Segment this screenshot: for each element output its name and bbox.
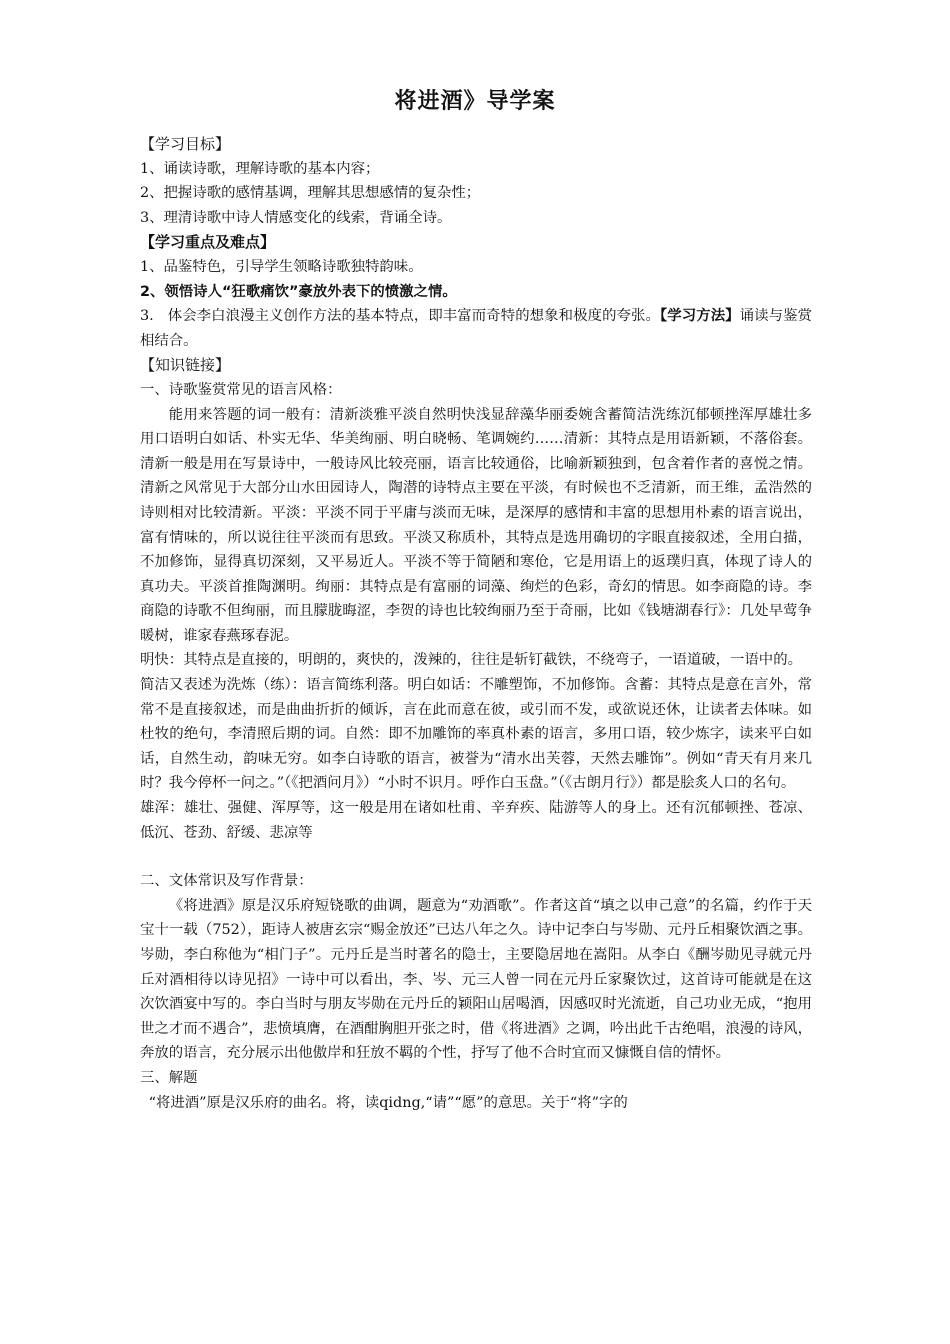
page-title: 将进酒》导学案 [394,89,556,114]
styles-paragraph: 能用来答题的词一般有：清新淡雅平淡自然明快浅显辞藻华丽委婉含蓄简洁洗练沉郁顿挫浑厚雄壮多用口语明白如话、朴实无华、华美绚丽、明白晓畅、笔调婉约……清新：其特点是用语新颖，不落俗套。清新一般是用在写景诗中，一般诗风比较亮丽，语言比较通俗，比喻新颖独到，包含着作者的喜悦之情。清新之风常见于大部分山水田园诗人，陶潜的诗特点主要在平淡，有时候也不乏清新，而王维，孟浩然的诗则相对比较清新。平淡：平淡不同于平庸与淡而无味，是深厚的感情和丰富的思想用朴素的语言说出，富有情味的，所以说往往平淡而有思致。平淡又称质朴，其特点是选用确切的字眼直接叙述，全用白描，不加修饰，显得真切深刻，又平易近人。平淡不等于简陋和寒伧，它是用语上的返璞归真，体现了诗人的真功夫。平淡首推陶渊明。绚丽：其特点是有富丽的词藻、绚烂的色彩，奇幻的情思。如李商隐的诗。李商隐的诗歌不但绚丽，而且朦胧晦涩，李贺的诗也比较绚丽乃至于奇丽，比如《钱塘湖春行》：几处早莺争暖树，谁家春燕琢春泥。 [140,406,812,644]
section2-title: 二、文体常识及写作背景： [140,873,313,890]
goal-item-3: 3、理清诗歌中诗人情感变化的线索，背诵全诗。 [140,209,452,226]
key-points-heading: 【学习重点及难点】 [140,233,276,252]
jianjie-paragraph: 简洁又表述为洗炼（练）：语言简练利落。明白如话：不雕塑饰，不加修饰。含蓄：其特点是意在言外，常常不是直接叙述，而是曲曲折折的倾诉，言在此而意在彼，或引而不发，或欲说还休，让读者去体味。如杜牧的绝句，李清照后期的词。自然：即不加雕饰的率真朴素的语言，多用口语，较少炼字，读来平白如话，自然生动，韵味无穷。如李白诗歌的语言，被誉为“清水出芙蓉，天然去雕饰”。例如“青天有月来几时？我今停杯一问之。”（《把酒问月》）“小时不识月。呼作白玉盘。”（《古朗月行》）都是脍炙人口的名句。 [140,677,812,792]
method-text: 诵读与鉴赏相结合。 [140,308,812,349]
document-body [140,132,812,1115]
method-heading: 【学习方法】 [659,308,740,325]
key-point-1: 1、品鉴特色，引导学生领略诗歌独特韵味。 [140,258,423,275]
key-point-3-text: 3. 体会李白浪漫主义创作方法的基本特点，即丰富而奇特的想象和极度的夸张。 [140,308,660,325]
goal-item-1: 1、诵读诗歌，理解诗歌的基本内容； [140,160,380,177]
key-point-3 [140,304,812,353]
title-explanation-paragraph: “将进酒”原是汉乐府的曲名。将，读qidng,“请”“愿”的意思。关于“将”字的 [148,1094,628,1111]
mingkuai-paragraph: 明快：其特点是直接的，明朗的，爽快的，泼辣的，往往是斩钉截铁，不绕弯子，一语道破，一语中的。 [140,652,802,669]
xionghun-paragraph: 雄浑：雄壮、强健、浑厚等，这一般是用在诸如杜甫、辛弃疾、陆游等人的身上。还有沉郁顿挫、苍凉、低沉、苍劲、舒缓、悲凉等 [140,800,812,841]
key-point-2: 2、领悟诗人“狂歌痛饮”豪放外表下的愤激之情。 [140,283,457,300]
background-paragraph: 《将进酒》原是汉乐府短铙歌的曲调，题意为“劝酒歌”。作者这首“填之以申己意”的名篇，约作于天宝十一载（752），距诗人被唐玄宗“赐金放还”已达八年之久。诗中记李白与岑勋、元丹丘相聚饮酒之事。岑勋，李白称他为“相门子”。元丹丘是当时著名的隐士，主要隐居地在嵩阳。从李白《酬岑勋见寻就元丹丘对酒相待以诗见招》一诗中可以看出，李、岑、元三人曾一同在元丹丘家聚饮过，这首诗可能就是在这次饮酒宴中写的。李白当时与朋友岑勋在元丹丘的颖阳山居喝酒，因感叹时光流逝，自己功业无成，“抱用世之才而不遇合”，悲愤填膺，在酒酣胸胆开张之时，借《将进酒》之调，吟出此千古绝唱，浪漫的诗风，奔放的语言，充分展示出他傲岸和狂放不羁的个性，抒写了他不合时宜而又慷慨自信的情怀。 [140,897,812,1062]
links-heading: 【知识链接】 [140,356,231,375]
section1-title: 一、诗歌鉴赏常见的语言风格： [140,381,342,398]
goals-heading: 【学习目标】 [140,135,231,153]
goal-item-2: 2、把握诗歌的感情基调，理解其思想感情的复杂性； [140,185,481,202]
section3-title: 三、解题 [140,1069,198,1086]
spacer [140,845,812,869]
